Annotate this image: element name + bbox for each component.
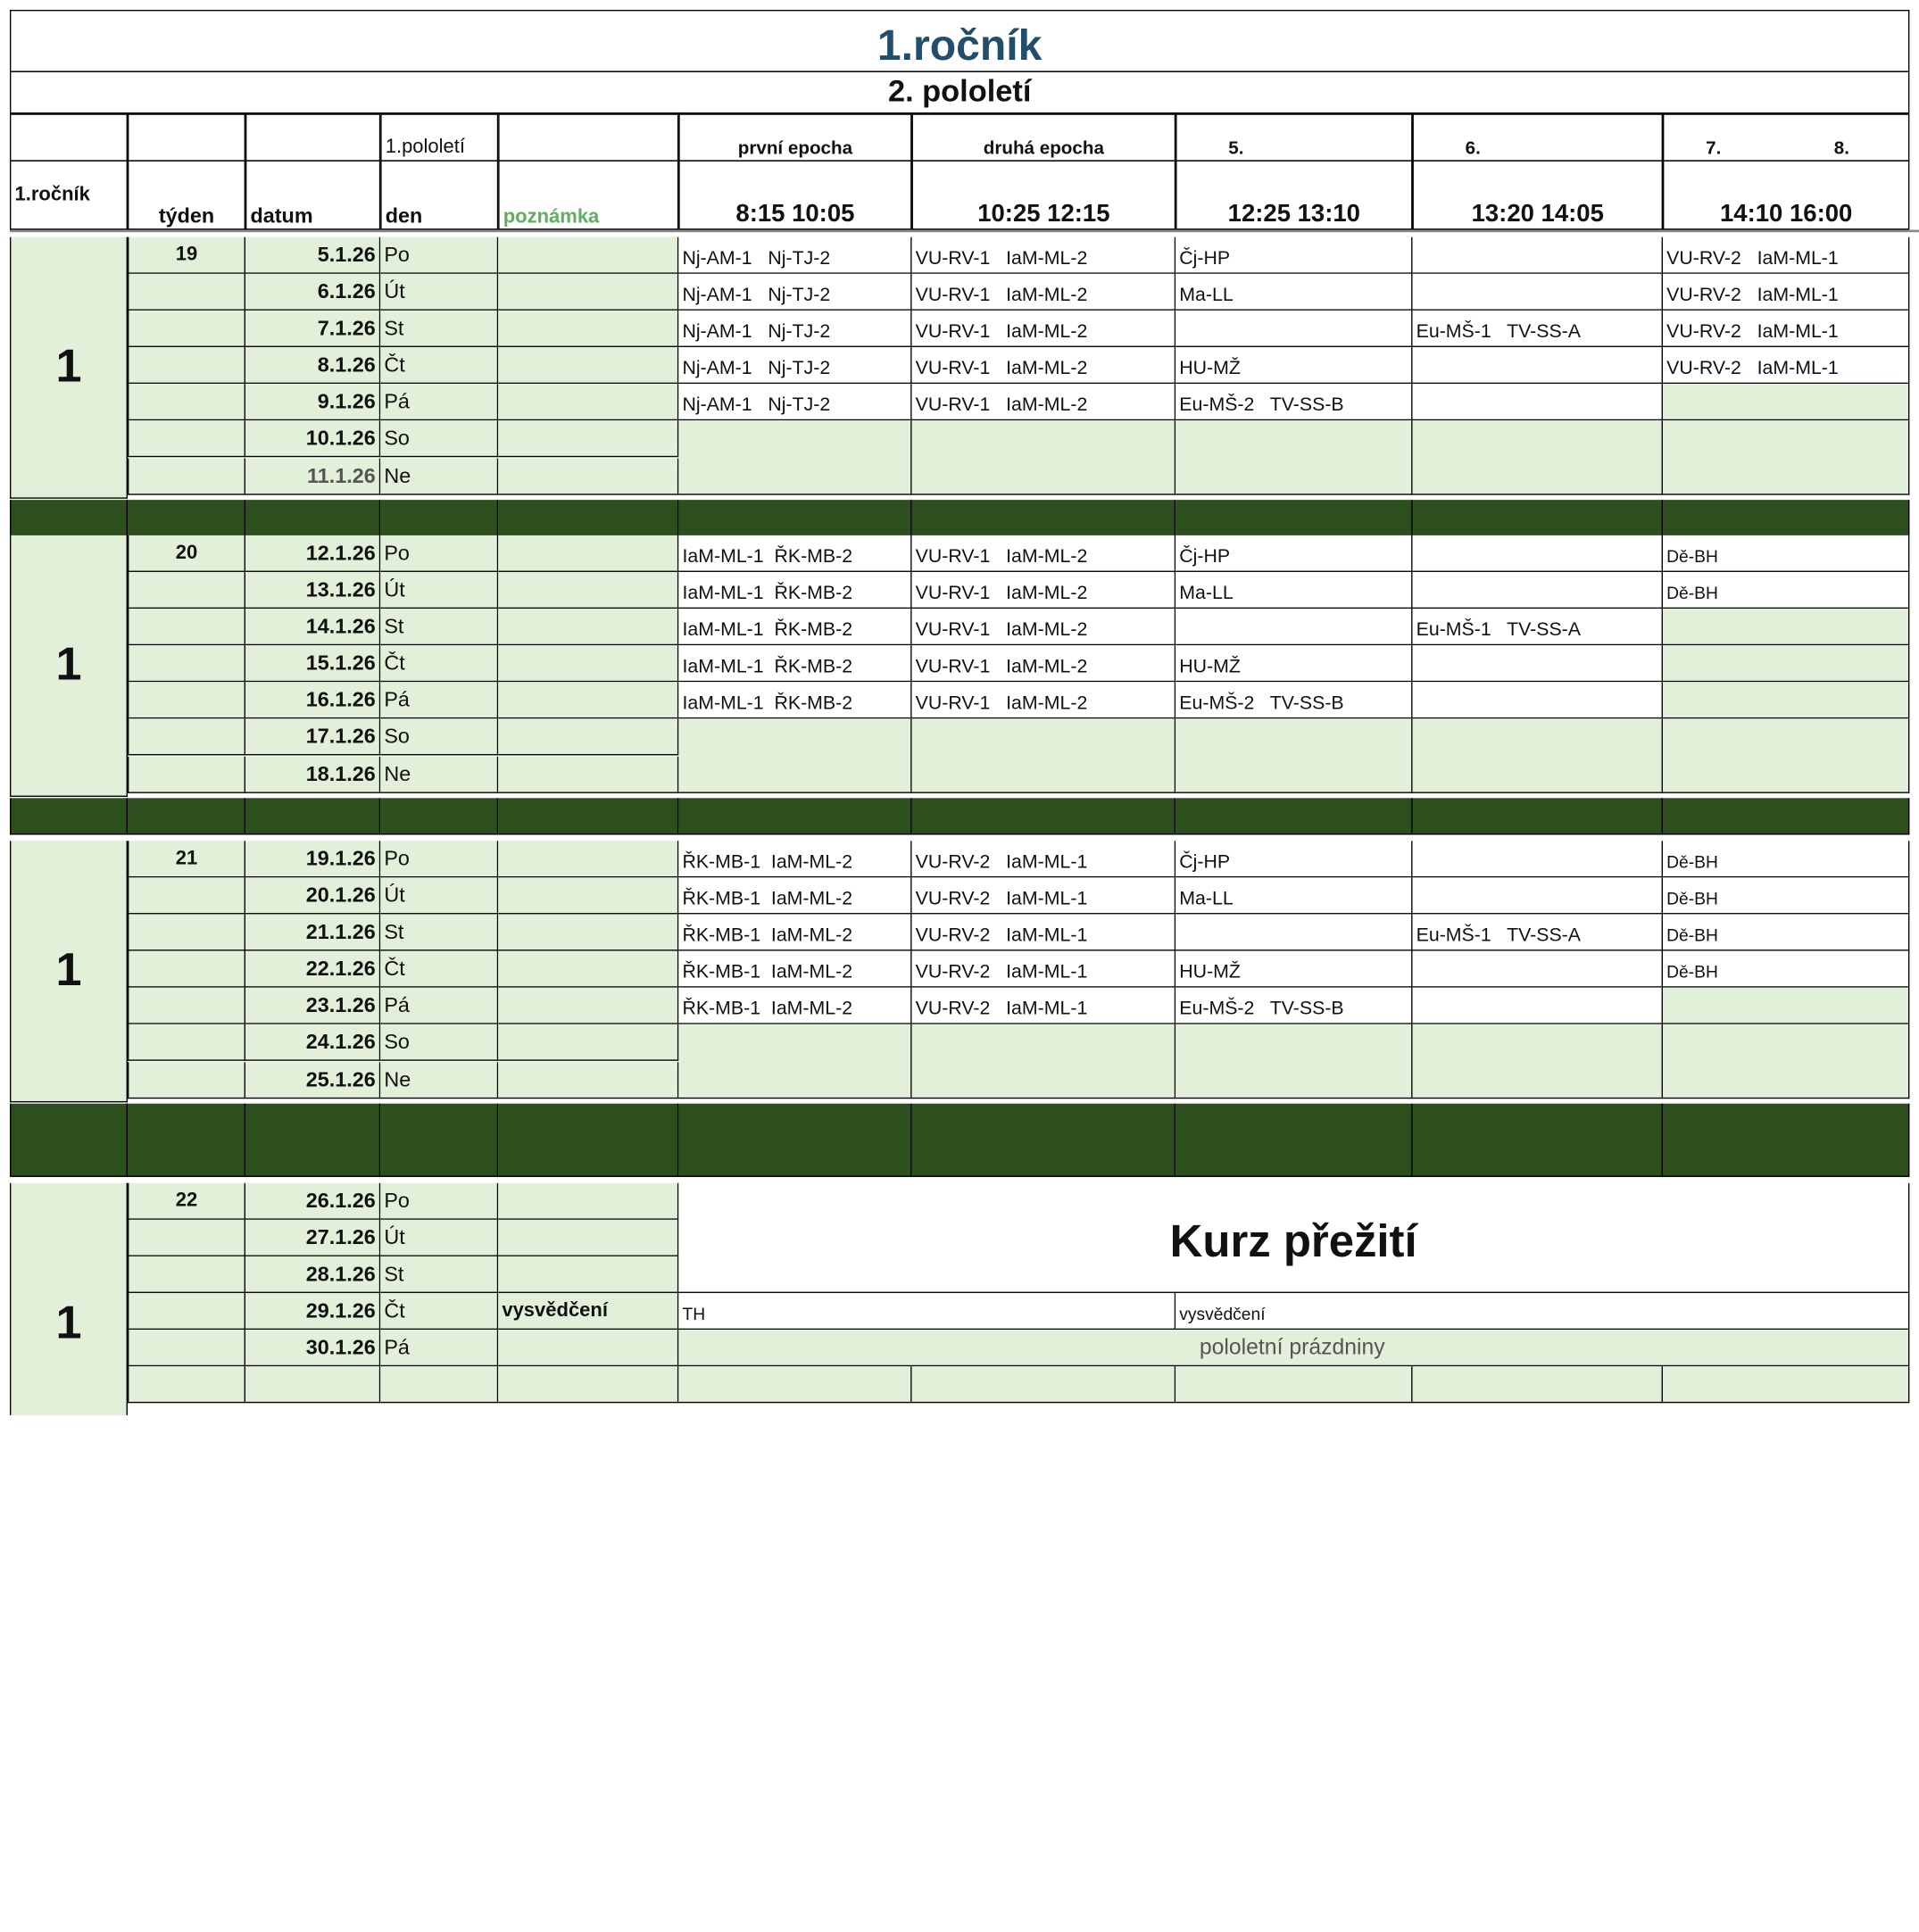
week-cell [128, 988, 245, 1024]
week-cell [128, 914, 245, 950]
separator-cell [128, 798, 245, 834]
week-block-number: 1 [10, 1183, 128, 1415]
note-cell [498, 682, 678, 718]
timetable-sheet [10, 10, 1919, 1932]
empty-cell [1663, 1366, 1909, 1403]
date-cell: 11.1.26 [245, 459, 380, 495]
day-cell: Pá [380, 682, 498, 718]
lesson-e1: IaM-ML-1 ŘK-MB-2 [678, 609, 911, 645]
separator-cell [1175, 500, 1412, 536]
date-cell: 17.1.26 [245, 718, 380, 755]
lesson-e1: Nj-AM-1 Nj-TJ-2 [678, 347, 911, 384]
week-cell [128, 1256, 245, 1293]
separator-cell [1175, 798, 1412, 834]
separator-cell [678, 1104, 911, 1177]
date-cell: 28.1.26 [245, 1256, 380, 1293]
week-cell [128, 1024, 245, 1061]
day-cell: So [380, 718, 498, 755]
week-cell [128, 420, 245, 457]
date-cell: 30.1.26 [245, 1330, 380, 1366]
time-p78: 14:10 16:00 [1663, 160, 1909, 229]
lesson-e2: VU-RV-2 IaM-ML-1 [912, 914, 1176, 950]
separator-cell [1413, 798, 1663, 834]
separator-cell [128, 500, 245, 536]
empty-cell [912, 1366, 1176, 1403]
separator-cell [1663, 500, 1909, 536]
lesson-p6 [1413, 237, 1663, 274]
separator-cell [912, 798, 1176, 834]
lesson-p6 [1413, 877, 1663, 914]
lesson-e1: IaM-ML-1 ŘK-MB-2 [678, 535, 911, 572]
lesson-p6 [1413, 841, 1663, 877]
week-cell [128, 384, 245, 420]
note-cell [498, 347, 678, 384]
hdr-blank-1 [10, 113, 128, 161]
page-title: 1.ročník [10, 10, 1909, 72]
lesson-p6 [1413, 572, 1663, 609]
date-cell: 18.1.26 [245, 757, 380, 793]
period78-header [1663, 113, 1909, 161]
lesson-p78: VU-RV-2 IaM-ML-1 [1663, 237, 1909, 274]
day-cell: Út [380, 572, 498, 609]
note-cell [498, 1183, 678, 1220]
empty-cell [1413, 1366, 1663, 1403]
lesson-e2: VU-RV-1 IaM-ML-2 [912, 535, 1176, 572]
lesson-e1: IaM-ML-1 ŘK-MB-2 [678, 645, 911, 682]
week-cell [128, 1330, 245, 1366]
day-cell: Út [380, 274, 498, 311]
date-cell: 20.1.26 [245, 877, 380, 914]
lesson-p5: Čj-HP [1175, 841, 1412, 877]
note-cell [498, 841, 678, 877]
lesson-p5: Eu-MŠ-2 TV-SS-B [1175, 988, 1412, 1024]
week-cell [128, 718, 245, 755]
day-cell: St [380, 609, 498, 645]
note-cell [498, 420, 678, 457]
time-p6: 13:20 14:05 [1413, 160, 1663, 229]
day-cell: Po [380, 535, 498, 572]
separator-cell [912, 500, 1176, 536]
period6-header: 6. [1413, 113, 1663, 161]
lesson-e1: Nj-AM-1 Nj-TJ-2 [678, 274, 911, 311]
date-cell: 5.1.26 [245, 237, 380, 274]
note-cell [498, 274, 678, 311]
day-cell: Po [380, 841, 498, 877]
week-cell [128, 609, 245, 645]
note-cell [498, 535, 678, 572]
week-block-number: 1 [10, 535, 128, 797]
day-cell: Čt [380, 645, 498, 682]
date-cell: 19.1.26 [245, 841, 380, 877]
week-number: 19 [128, 237, 245, 274]
separator-cell [1413, 1104, 1663, 1177]
course-banner: Kurz přežití [678, 1183, 1909, 1293]
day-cell: So [380, 420, 498, 457]
date-cell: 16.1.26 [245, 682, 380, 718]
lesson-e2: VU-RV-1 IaM-ML-2 [912, 311, 1176, 347]
day-cell: St [380, 1256, 498, 1293]
weekend-block [1413, 420, 1663, 495]
lesson-e1: Nj-AM-1 Nj-TJ-2 [678, 237, 911, 274]
lesson-p6 [1413, 384, 1663, 420]
note-cell [498, 1220, 678, 1256]
lesson-p78 [1663, 682, 1909, 718]
day-cell: Pá [380, 988, 498, 1024]
epoch2-header: druhá epocha [912, 113, 1176, 161]
note-cell [498, 718, 678, 755]
separator-cell [380, 1104, 498, 1177]
weekend-block [1175, 1024, 1412, 1099]
week-number: 20 [128, 535, 245, 572]
lesson-p6: Eu-MŠ-1 TV-SS-A [1413, 609, 1663, 645]
note-cell [498, 1366, 678, 1403]
lesson-p6: Eu-MŠ-1 TV-SS-A [1413, 311, 1663, 347]
separator-cell [380, 500, 498, 536]
certificate-cell: vysvědčení [1175, 1293, 1909, 1330]
weekend-block [912, 420, 1176, 495]
lesson-p5: HU-MŽ [1175, 347, 1412, 384]
day-cell: So [380, 1024, 498, 1061]
day-cell: Čt [380, 1293, 498, 1330]
holidays-cell: pololetní prázdniny [678, 1330, 1909, 1366]
hdr-blank-3 [245, 113, 380, 161]
period8-header: 8. [1833, 137, 1850, 160]
separator-cell [678, 500, 911, 536]
note-cell [498, 988, 678, 1024]
lesson-p5: Čj-HP [1175, 237, 1412, 274]
lesson-e1: IaM-ML-1 ŘK-MB-2 [678, 572, 911, 609]
separator-cell [245, 1104, 380, 1177]
lesson-e2: VU-RV-2 IaM-ML-1 [912, 877, 1176, 914]
lesson-e1: ŘK-MB-1 IaM-ML-2 [678, 914, 911, 950]
lesson-p78 [1663, 384, 1909, 420]
week-cell [128, 459, 245, 495]
week-cell [128, 1293, 245, 1330]
day-cell: Út [380, 877, 498, 914]
lesson-e2: VU-RV-1 IaM-ML-2 [912, 645, 1176, 682]
date-cell: 25.1.26 [245, 1062, 380, 1099]
note-cell: vysvědčení [498, 1293, 678, 1330]
date-cell: 22.1.26 [245, 951, 380, 988]
lesson-p5: Ma-LL [1175, 274, 1412, 311]
lesson-p78: VU-RV-2 IaM-ML-1 [1663, 347, 1909, 384]
separator-cell [498, 798, 678, 834]
lesson-p78 [1663, 645, 1909, 682]
day-cell: Čt [380, 347, 498, 384]
lesson-e2: VU-RV-1 IaM-ML-2 [912, 274, 1176, 311]
weekend-block [1175, 420, 1412, 495]
note-cell [498, 311, 678, 347]
note-cell [498, 951, 678, 988]
lesson-p5: Eu-MŠ-2 TV-SS-B [1175, 682, 1412, 718]
lesson-p78: VU-RV-2 IaM-ML-1 [1663, 274, 1909, 311]
lesson-p6 [1413, 535, 1663, 572]
lesson-p5: Eu-MŠ-2 TV-SS-B [1175, 384, 1412, 420]
week-cell [128, 572, 245, 609]
lesson-p78: Dě-BH [1663, 951, 1909, 988]
epoch1-header: první epocha [678, 113, 911, 161]
lesson-e2: VU-RV-1 IaM-ML-2 [912, 572, 1176, 609]
date-cell: 21.1.26 [245, 914, 380, 950]
lesson-p5: HU-MŽ [1175, 645, 1412, 682]
separator-cell [1663, 1104, 1909, 1177]
lesson-e2: VU-RV-1 IaM-ML-2 [912, 384, 1176, 420]
lesson-p6 [1413, 682, 1663, 718]
lesson-p78: Dě-BH [1663, 841, 1909, 877]
lesson-e1: ŘK-MB-1 IaM-ML-2 [678, 841, 911, 877]
date-cell: 7.1.26 [245, 311, 380, 347]
frozen-pane-divider [10, 230, 1919, 233]
note-cell [498, 1024, 678, 1061]
separator-cell [1175, 1104, 1412, 1177]
lesson-p6 [1413, 988, 1663, 1024]
lesson-e1: Nj-AM-1 Nj-TJ-2 [678, 311, 911, 347]
separator-cell [1413, 500, 1663, 536]
separator-cell [912, 1104, 1176, 1177]
date-header: datum [245, 160, 380, 229]
separator-cell [498, 1104, 678, 1177]
lesson-p78: VU-RV-2 IaM-ML-1 [1663, 311, 1909, 347]
note-cell [498, 459, 678, 495]
weekend-block [1663, 420, 1909, 495]
day-cell: Čt [380, 951, 498, 988]
separator-cell [498, 500, 678, 536]
semester-title: 2. pololetí [10, 70, 1909, 113]
week-cell [128, 347, 245, 384]
note-cell [498, 609, 678, 645]
weekend-block [678, 420, 911, 495]
lesson-p5: Čj-HP [1175, 535, 1412, 572]
date-cell: 9.1.26 [245, 384, 380, 420]
note-cell [498, 645, 678, 682]
note-cell [498, 1330, 678, 1366]
lesson-e1: Nj-AM-1 Nj-TJ-2 [678, 384, 911, 420]
day-cell: Pá [380, 1330, 498, 1366]
week-cell [128, 645, 245, 682]
note-cell [498, 237, 678, 274]
note-cell [498, 1062, 678, 1099]
time-epoch2: 10:25 12:15 [912, 160, 1176, 229]
grade-header: 1.ročník [10, 160, 128, 229]
day-cell: Ne [380, 459, 498, 495]
weekend-block [1663, 1024, 1909, 1099]
week-cell [128, 877, 245, 914]
lesson-p6: Eu-MŠ-1 TV-SS-A [1413, 914, 1663, 950]
separator-cell [10, 1104, 128, 1177]
lesson-e2: VU-RV-1 IaM-ML-2 [912, 237, 1176, 274]
lesson-p78: Dě-BH [1663, 914, 1909, 950]
lesson-p5: Ma-LL [1175, 572, 1412, 609]
lesson-e2: VU-RV-2 IaM-ML-1 [912, 951, 1176, 988]
semester-label: 1.pololetí [380, 113, 498, 161]
th-cell: TH [678, 1293, 1175, 1330]
week-cell [128, 311, 245, 347]
lesson-e2: VU-RV-1 IaM-ML-2 [912, 609, 1176, 645]
note-header: poznámka [498, 160, 678, 229]
week-block-number: 1 [10, 841, 128, 1102]
day-cell: Pá [380, 384, 498, 420]
note-cell [498, 877, 678, 914]
date-cell: 8.1.26 [245, 347, 380, 384]
time-epoch1: 8:15 10:05 [678, 160, 911, 229]
period7-header: 7. [1706, 137, 1722, 160]
separator-cell [678, 798, 911, 834]
empty-cell [678, 1366, 911, 1403]
week-cell [128, 757, 245, 793]
day-cell [380, 1366, 498, 1403]
hdr-blank-5 [498, 113, 678, 161]
time-p5: 12:25 13:10 [1175, 160, 1412, 229]
lesson-e2: VU-RV-1 IaM-ML-2 [912, 347, 1176, 384]
weekend-block [678, 1024, 911, 1099]
lesson-e1: ŘK-MB-1 IaM-ML-2 [678, 877, 911, 914]
note-cell [498, 384, 678, 420]
weekend-block [912, 1024, 1176, 1099]
date-cell: 13.1.26 [245, 572, 380, 609]
lesson-e1: IaM-ML-1 ŘK-MB-2 [678, 682, 911, 718]
lesson-p6 [1413, 645, 1663, 682]
lesson-p5 [1175, 914, 1412, 950]
lesson-e1: ŘK-MB-1 IaM-ML-2 [678, 951, 911, 988]
separator-cell [10, 798, 128, 834]
lesson-e2: VU-RV-2 IaM-ML-1 [912, 841, 1176, 877]
hdr-blank-2 [128, 113, 245, 161]
date-cell: 12.1.26 [245, 535, 380, 572]
lesson-p5 [1175, 609, 1412, 645]
lesson-p5: HU-MŽ [1175, 951, 1412, 988]
lesson-p5: Ma-LL [1175, 877, 1412, 914]
week-cell [128, 682, 245, 718]
week-cell [128, 951, 245, 988]
note-cell [498, 572, 678, 609]
weekend-block [1413, 718, 1663, 793]
week-block-number: 1 [10, 237, 128, 499]
lesson-e2: VU-RV-2 IaM-ML-1 [912, 988, 1176, 1024]
weekend-block [912, 718, 1176, 793]
separator-cell [245, 798, 380, 834]
separator-cell [245, 500, 380, 536]
day-cell: St [380, 914, 498, 950]
day-header: den [380, 160, 498, 229]
date-cell: 24.1.26 [245, 1024, 380, 1061]
date-cell: 10.1.26 [245, 420, 380, 457]
note-cell [498, 757, 678, 793]
note-cell [498, 1256, 678, 1293]
day-cell: St [380, 311, 498, 347]
week-cell [128, 274, 245, 311]
week-number: 21 [128, 841, 245, 877]
lesson-p78 [1663, 988, 1909, 1024]
date-cell: 23.1.26 [245, 988, 380, 1024]
weekend-block [678, 718, 911, 793]
weekend-block [1663, 718, 1909, 793]
lesson-e2: VU-RV-1 IaM-ML-2 [912, 682, 1176, 718]
day-cell: Út [380, 1220, 498, 1256]
weekend-block [1413, 1024, 1663, 1099]
date-cell: 27.1.26 [245, 1220, 380, 1256]
date-cell: 26.1.26 [245, 1183, 380, 1220]
day-cell: Po [380, 1183, 498, 1220]
note-cell [498, 914, 678, 950]
day-cell: Ne [380, 1062, 498, 1099]
lesson-p78: Dě-BH [1663, 572, 1909, 609]
separator-cell [128, 1104, 245, 1177]
lesson-p5 [1175, 311, 1412, 347]
week-number: 22 [128, 1183, 245, 1220]
empty-cell [1175, 1366, 1412, 1403]
date-cell: 14.1.26 [245, 609, 380, 645]
week-cell [128, 1366, 245, 1403]
lesson-p6 [1413, 347, 1663, 384]
week-header: týden [128, 160, 245, 229]
date-cell [245, 1366, 380, 1403]
week-cell [128, 1220, 245, 1256]
lesson-p78: Dě-BH [1663, 535, 1909, 572]
period5-header: 5. [1175, 113, 1412, 161]
day-cell: Ne [380, 757, 498, 793]
lesson-p78: Dě-BH [1663, 877, 1909, 914]
separator-cell [380, 798, 498, 834]
date-cell: 6.1.26 [245, 274, 380, 311]
date-cell: 15.1.26 [245, 645, 380, 682]
separator-cell [10, 500, 128, 536]
day-cell: Po [380, 237, 498, 274]
week-cell [128, 1062, 245, 1099]
lesson-p6 [1413, 951, 1663, 988]
separator-cell [1663, 798, 1909, 834]
lesson-p78 [1663, 609, 1909, 645]
date-cell: 29.1.26 [245, 1293, 380, 1330]
weekend-block [1175, 718, 1412, 793]
lesson-p6 [1413, 274, 1663, 311]
lesson-e1: ŘK-MB-1 IaM-ML-2 [678, 988, 911, 1024]
